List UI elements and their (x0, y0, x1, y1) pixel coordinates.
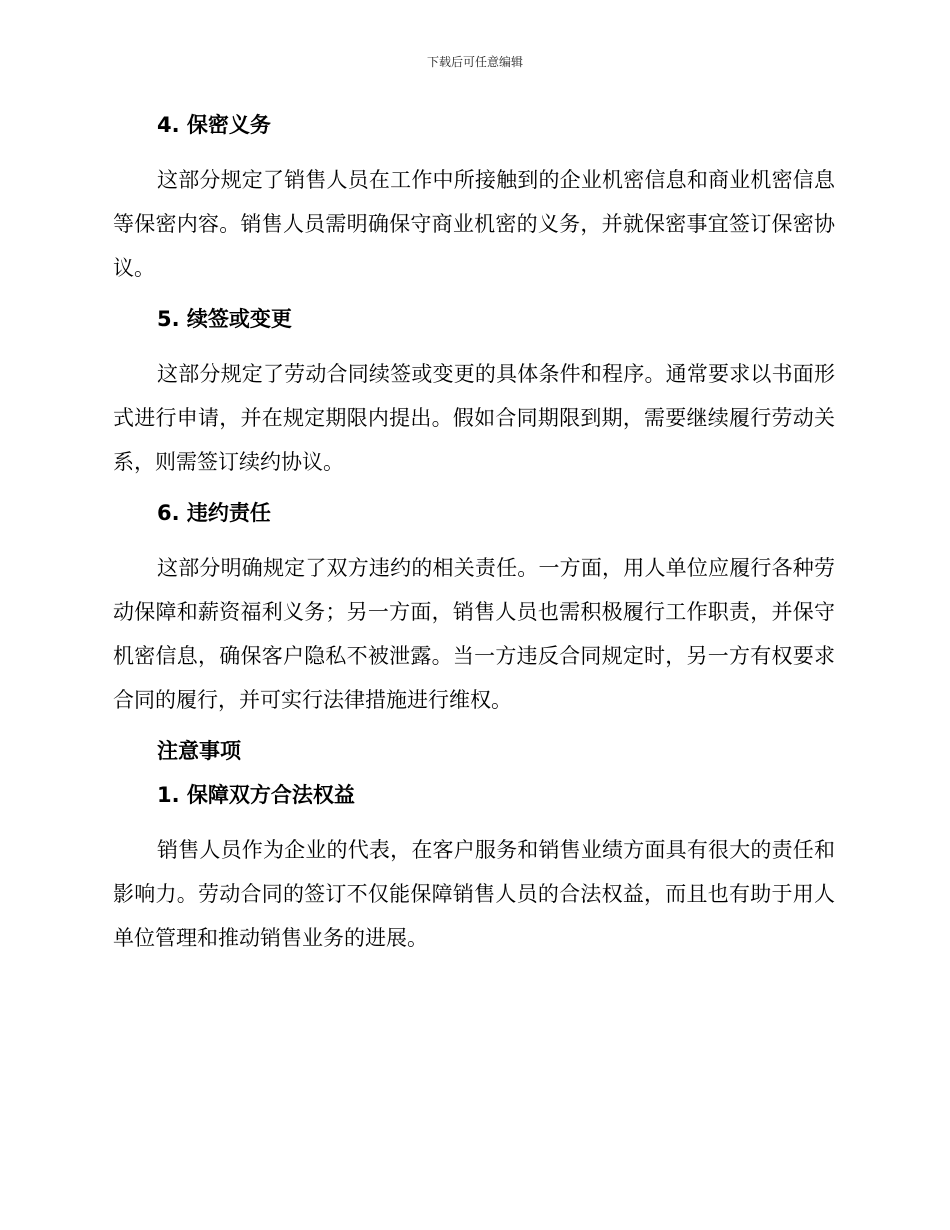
section-heading-notes: 注意事项 (157, 739, 241, 763)
section-paragraph-liability: 这部分明确规定了双方违约的相关责任。一方面，用人单位应履行各种劳动保障和薪资福利义务；另一方面，销售人员也需积极履行工作职责，并保守机密信息，确保客户隐私不被泄露。当一方违反合同规定时，另一方有权要求合同的履行，并可实行法律措施进行维权。 (113, 556, 835, 712)
page-header: 下载后可任意编辑 (426, 55, 523, 69)
section-heading-renewal: 5. 续签或变更 (157, 307, 292, 331)
section-heading-rights: 1. 保障双方合法权益 (157, 783, 355, 807)
section-paragraph-renewal: 这部分规定了劳动合同续签或变更的具体条件和程序。通常要求以书面形式进行申请，并在规定期限内提出。假如合同期限到期，需要继续履行劳动关系，则需签订续约协议。 (113, 362, 835, 474)
section-paragraph-rights: 销售人员作为企业的代表，在客户服务和销售业绩方面具有很大的责任和影响力。劳动合同的签订不仅能保障销售人员的合法权益，而且也有助于用人单位管理和推动销售业务的进展。 (113, 838, 835, 950)
section-heading-liability: 6. 违约责任 (157, 501, 271, 525)
section-paragraph-confidentiality: 这部分规定了销售人员在工作中所接触到的企业机密信息和商业机密信息等保密内容。销售人员需明确保守商业机密的义务，并就保密事宜签订保密协议。 (113, 168, 835, 280)
document-body (113, 110, 835, 960)
section-heading-confidentiality: 4. 保密义务 (157, 113, 271, 137)
